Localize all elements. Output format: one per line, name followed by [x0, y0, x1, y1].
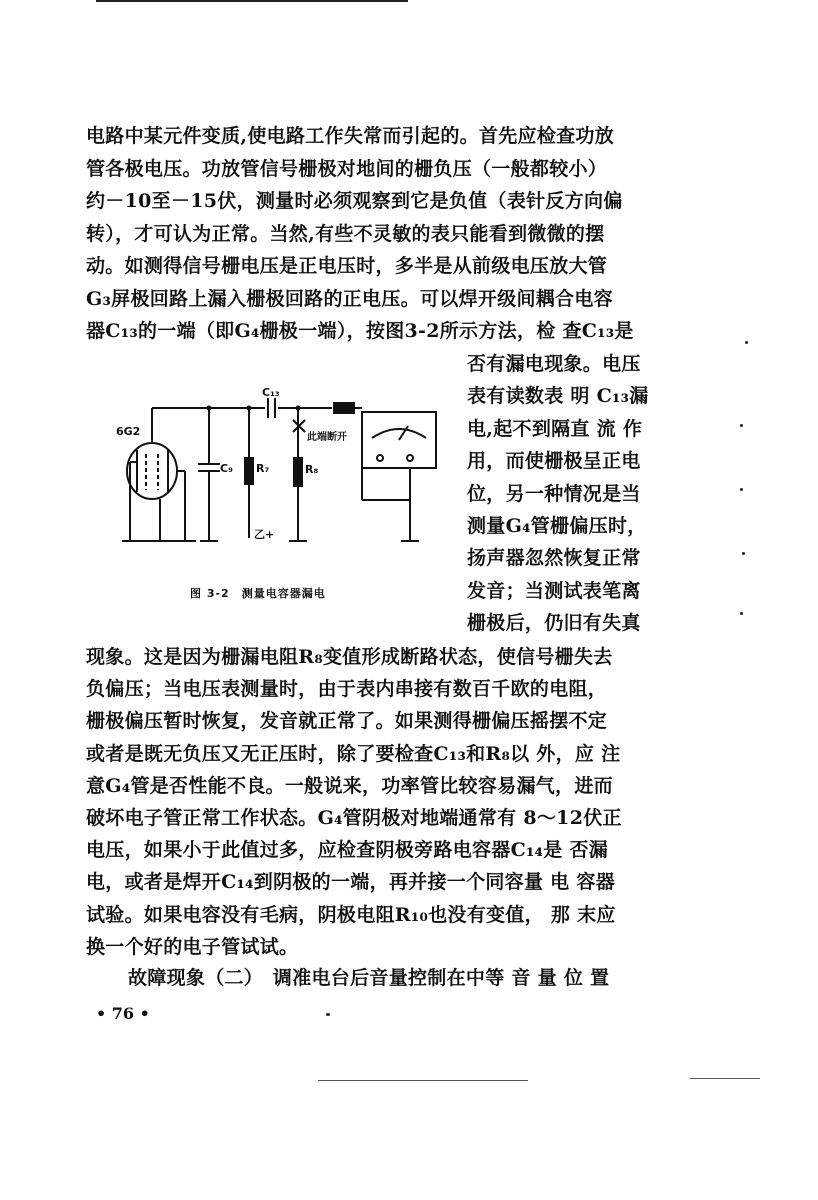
text-line: 位，另一种情况是当	[467, 482, 641, 505]
text-line: 动。如测得信号栅电压是正电压时，多半是从前级电压放大管	[86, 255, 608, 277]
text-line: 否有漏电现象。电压	[467, 353, 641, 375]
page-number: • 76 •	[96, 1004, 150, 1023]
text-line: 扬声器忽然恢复正常	[467, 547, 641, 570]
text-line: 电，或者是焊开C₁₄到阴极的一端，再并接一个同容量 电 容器	[86, 871, 615, 894]
scan-speck	[740, 488, 743, 491]
label-break-note: 此端断开	[307, 432, 347, 443]
vacuum-tube-icon	[127, 443, 177, 499]
text-line: G₃屏极回路上漏入栅极回路的正电压。可以焊开级间耦合电容	[86, 287, 613, 310]
text-line: 栅极偏压暂时恢复，发音就正常了。如果测得栅偏压摇摆不定	[86, 710, 608, 733]
text-line: 电路中某元件变质,使电路工作失常而引起的。首先应检查功放	[86, 125, 615, 147]
text-line: 转），才可认为正常。当然,有些不灵敏的表只能看到微微的摆	[86, 222, 605, 245]
text-line: 管各极电压。功放管信号栅极对地间的栅负压（一般都较小）	[86, 157, 608, 180]
text-line: 电压，如果小于此值过多，应检查阴极旁路电容器C₁₄是 否漏	[86, 839, 609, 862]
scan-speck	[740, 612, 743, 615]
text-line: 测量G₄管栅偏压时，	[467, 515, 647, 537]
bottom-scan-rule	[690, 1078, 760, 1079]
text-line: 发音；当测试表笔离	[467, 579, 641, 602]
text-line: 试验。如果电容没有毛病，阴极电阻R₁₀也没有变值， 那 末应	[86, 903, 616, 926]
label-c9: C₉	[220, 462, 233, 475]
label-tube: 6G2	[116, 425, 141, 438]
section-heading: 故障现象（二） 调准电台后音量控制在中等 音 量 位 置	[128, 967, 610, 989]
figure-caption: 图 3-2 测量电容器漏电	[190, 587, 326, 600]
text-line: 电,起不到隔直 流 作	[467, 417, 643, 440]
label-supply: 乙+	[254, 528, 275, 541]
scan-speck	[326, 1013, 330, 1016]
scan-speck	[740, 424, 743, 427]
text-line: 表有读数表 明 C₁₃漏	[467, 385, 649, 408]
text-line: 换一个好的电子管试试。	[86, 935, 299, 958]
text-line: 栅极后，仍旧有失真	[467, 612, 641, 635]
text-line: 破坏电子管正常工作状态。G₄管阴极对地端通常有 8～12伏正	[86, 807, 622, 829]
scan-speck	[745, 341, 748, 344]
text-line: 现象。这是因为栅漏电阻R₈变值形成断路状态，使信号栅失去	[86, 646, 613, 668]
text-line: 约－10至－15伏，测量时必须观察到它是负值（表针反方向偏	[86, 190, 623, 212]
text-line: 器C₁₃的一端（即G₄栅极一端），按图3-2所示方法，检 查C₁₃是	[86, 320, 634, 342]
scan-speck	[742, 552, 745, 555]
text-line: 用，而使栅极呈正电	[467, 450, 641, 473]
text-line: 或者是既无负压又无正压时，除了要检查C₁₃和R₈以 外，应 注	[86, 742, 621, 765]
text-line: 负偏压；当电压表测量时，由于表内串接有数百千欧的电阻，	[86, 678, 608, 701]
label-c13: C₁₃	[262, 386, 280, 399]
label-r7: R₇	[256, 462, 270, 475]
label-r8: R₈	[305, 463, 319, 476]
bottom-scan-rule	[318, 1080, 528, 1081]
text-line: 意G₄管是否性能不良。一般说来，功率管比较容易漏气，进而	[86, 774, 613, 797]
